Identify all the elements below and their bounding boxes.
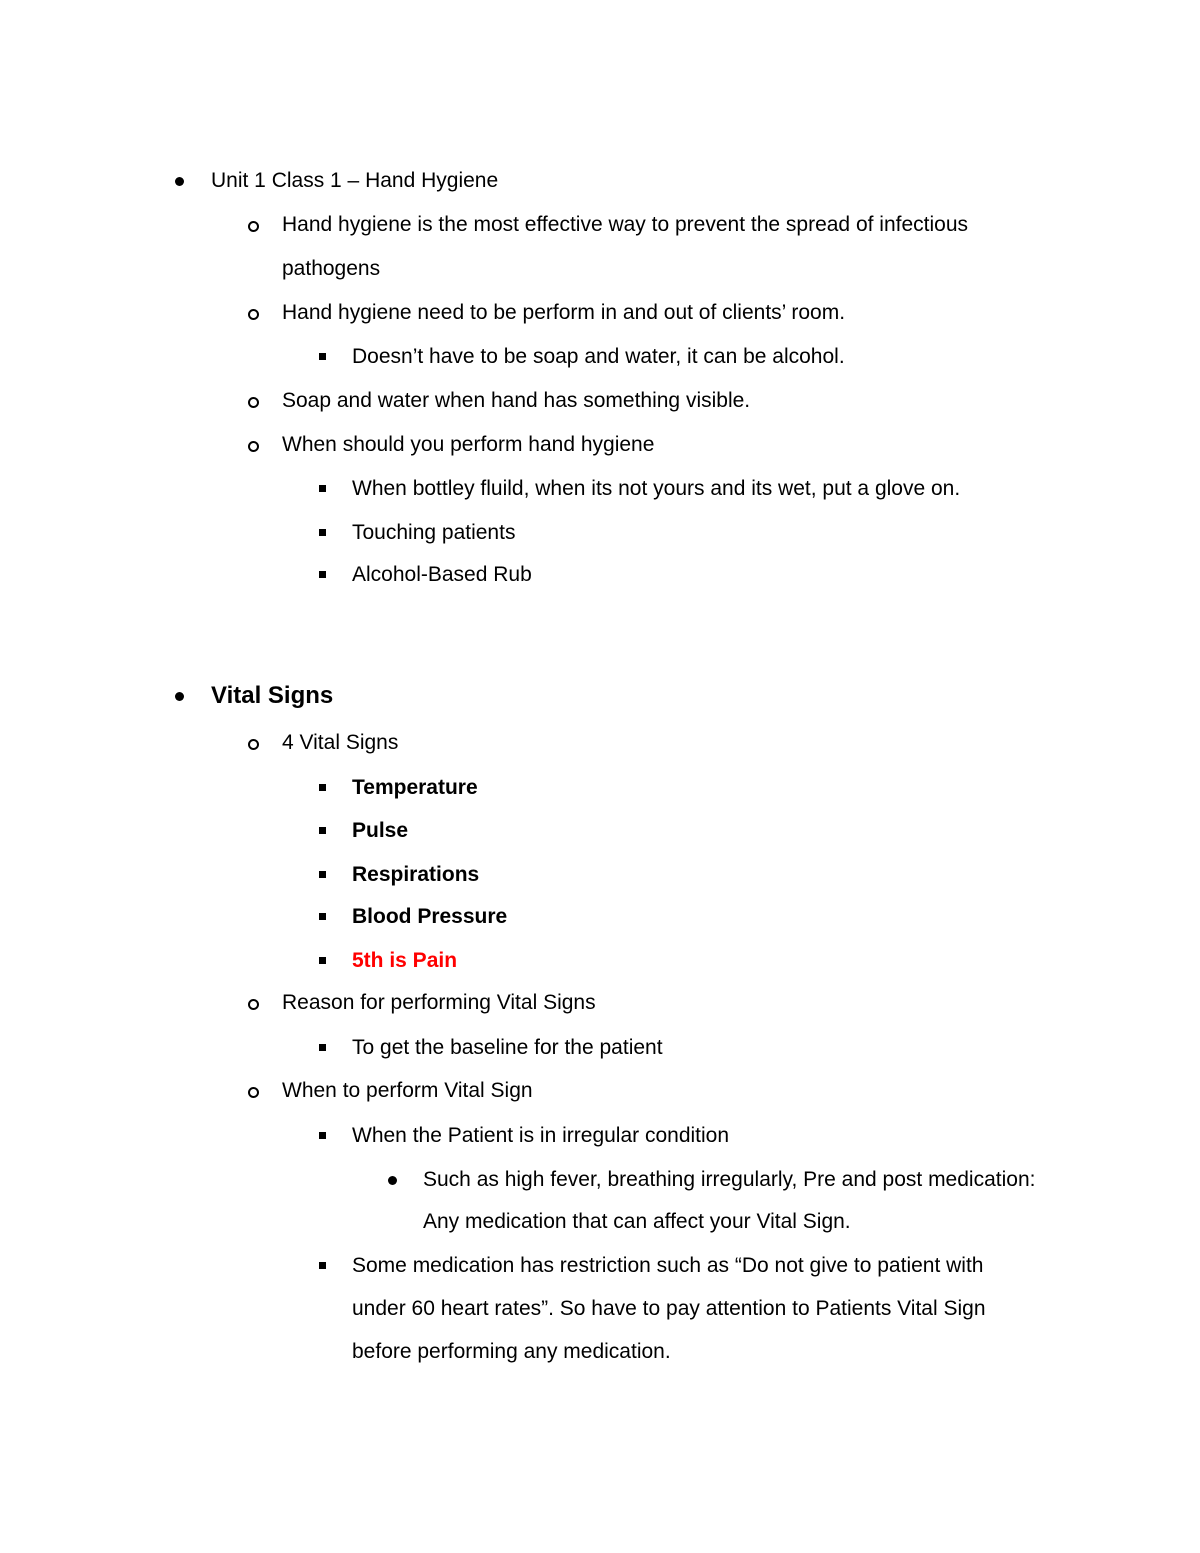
list-item: Pulse bbox=[352, 819, 409, 842]
bullet-square-icon bbox=[319, 485, 326, 492]
list-item: When to perform Vital Sign bbox=[282, 1079, 533, 1102]
list-item: When bottley fluild, when its not yours and its wet, put a glove on. bbox=[352, 477, 961, 500]
bullet-disc-icon bbox=[175, 177, 184, 186]
bullet-square-icon bbox=[319, 784, 326, 791]
bullet-square-icon bbox=[319, 1132, 326, 1139]
list-item-continuation: under 60 heart rates”. So have to pay attention to Patients Vital Sign bbox=[352, 1297, 986, 1320]
bullet-square-icon bbox=[319, 571, 326, 578]
list-item: To get the baseline for the patient bbox=[352, 1036, 663, 1059]
bullet-circle-icon bbox=[248, 221, 259, 232]
list-item: Touching patients bbox=[352, 521, 516, 544]
list-item: When the Patient is in irregular condition bbox=[352, 1124, 730, 1147]
bullet-square-icon bbox=[319, 827, 326, 834]
list-item: Alcohol-Based Rub bbox=[352, 563, 532, 586]
bullet-square-icon bbox=[319, 529, 326, 536]
list-item: Reason for performing Vital Signs bbox=[282, 991, 596, 1014]
list-item: Soap and water when hand has something visible. bbox=[282, 389, 751, 412]
section-heading-hand-hygiene: Unit 1 Class 1 – Hand Hygiene bbox=[211, 169, 499, 192]
bullet-square-icon bbox=[319, 1044, 326, 1051]
list-item: Hand hygiene is the most effective way to prevent the spread of infectious bbox=[282, 213, 969, 236]
bullet-square-icon bbox=[319, 913, 326, 920]
list-item: Respirations bbox=[352, 863, 480, 886]
bullet-circle-icon bbox=[248, 309, 259, 320]
list-item-continuation: before performing any medication. bbox=[352, 1340, 671, 1363]
list-item: Doesn’t have to be soap and water, it can be alcohol. bbox=[352, 345, 845, 368]
list-item: Such as high fever, breathing irregularly, Pre and post medication: bbox=[423, 1168, 1036, 1191]
list-item: Hand hygiene need to be perform in and out of clients’ room. bbox=[282, 301, 846, 324]
list-item: Some medication has restriction such as “Do not give to patient with bbox=[352, 1254, 984, 1277]
bullet-circle-icon bbox=[248, 999, 259, 1010]
bullet-disc-icon bbox=[175, 692, 184, 701]
bullet-square-icon bbox=[319, 957, 326, 964]
bullet-square-icon bbox=[319, 1262, 326, 1269]
list-item: When should you perform hand hygiene bbox=[282, 433, 655, 456]
section-heading-vital-signs: Vital Signs bbox=[211, 682, 334, 709]
bullet-circle-icon bbox=[248, 397, 259, 408]
list-item-continuation: pathogens bbox=[282, 257, 381, 280]
bullet-circle-icon bbox=[248, 1087, 259, 1098]
bullet-circle-icon bbox=[248, 441, 259, 452]
list-item: 4 Vital Signs bbox=[282, 731, 399, 754]
bullet-square-icon bbox=[319, 353, 326, 360]
bullet-square-icon bbox=[319, 871, 326, 878]
bullet-disc-icon bbox=[388, 1176, 397, 1185]
list-item-highlight: 5th is Pain bbox=[352, 949, 458, 972]
bullet-circle-icon bbox=[248, 739, 259, 750]
list-item: Blood Pressure bbox=[352, 905, 508, 928]
list-item: Temperature bbox=[352, 776, 478, 799]
list-item-continuation: Any medication that can affect your Vital Sign. bbox=[423, 1210, 851, 1233]
